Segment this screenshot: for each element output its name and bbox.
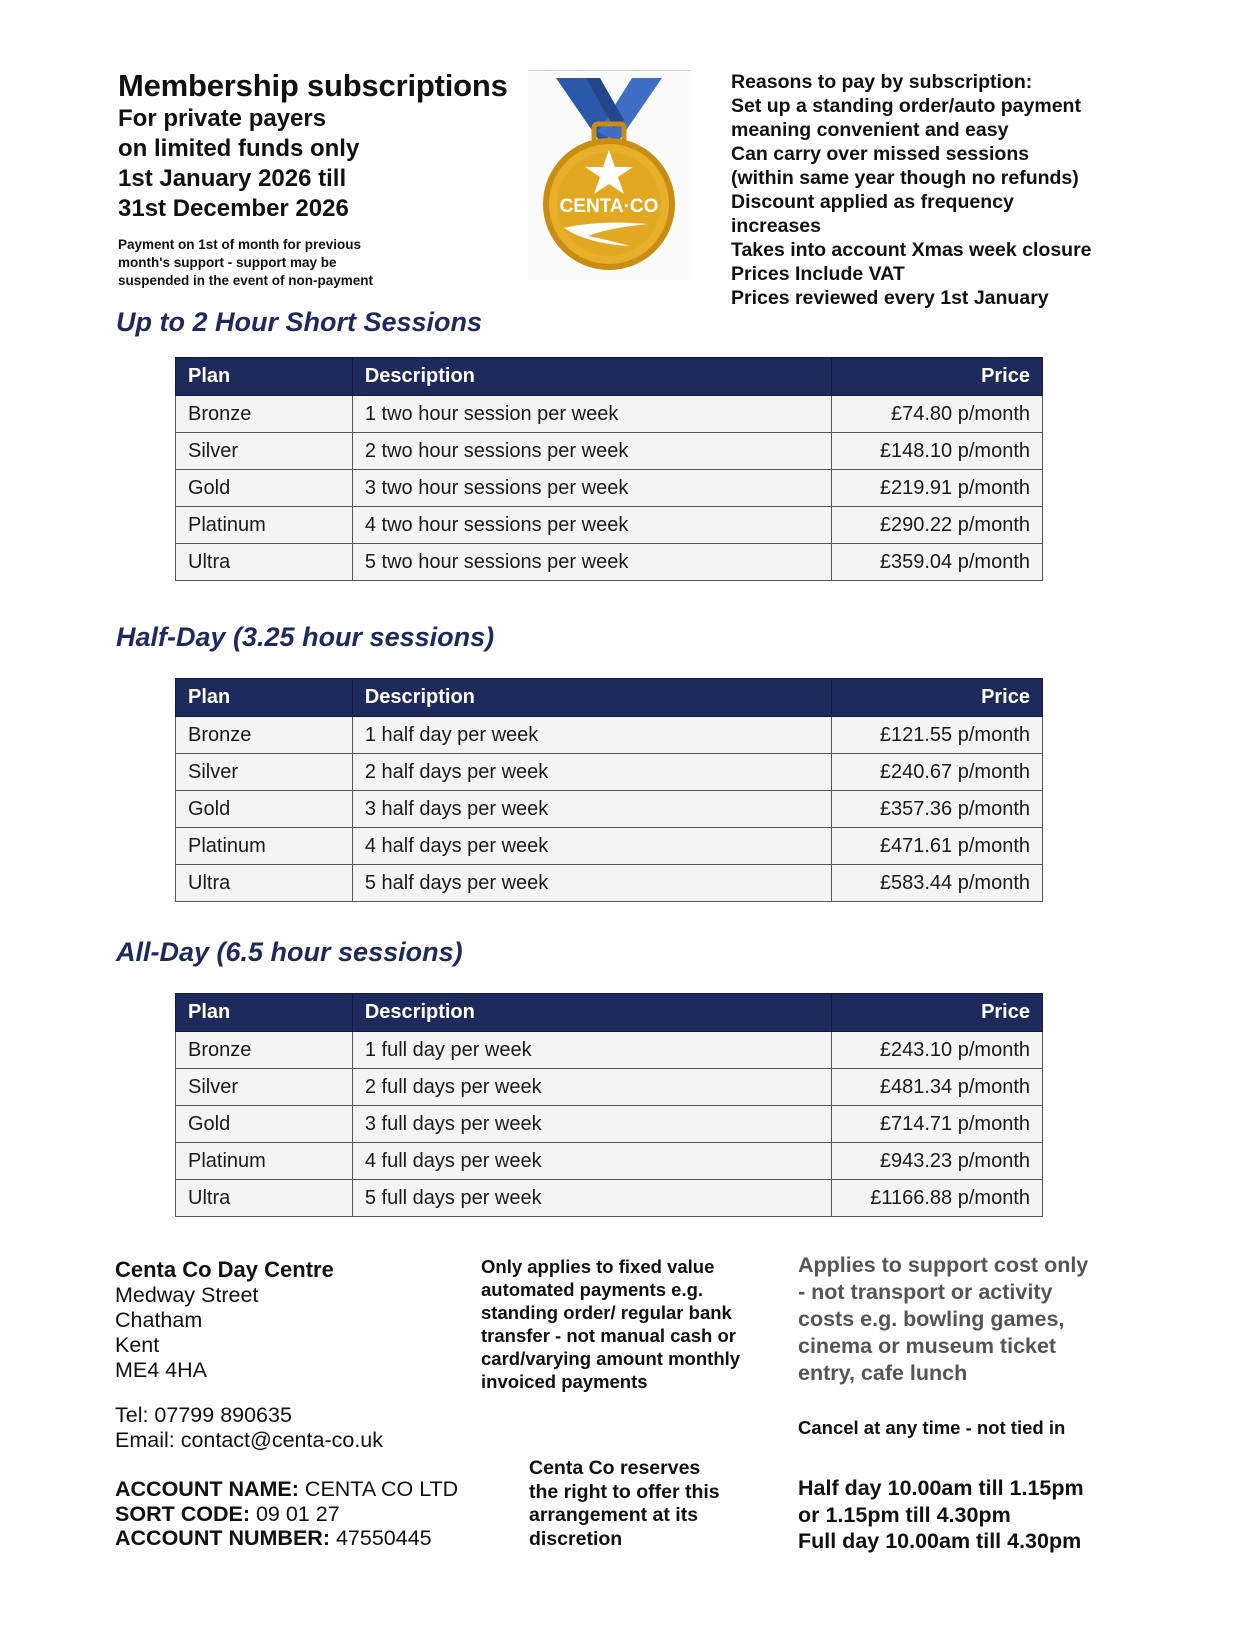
- note-line: invoiced payments: [481, 1371, 648, 1392]
- table-row: [176, 717, 1043, 754]
- price-cell: £359.04 p/month: [832, 544, 1043, 581]
- column-header-description: Description: [352, 358, 831, 396]
- reason-line: Can carry over missed sessions: [731, 143, 1030, 165]
- price-cell: £219.91 p/month: [832, 470, 1043, 507]
- address: [115, 1283, 258, 1383]
- contact-info: [115, 1403, 383, 1453]
- description-cell: 4 half days per week: [352, 828, 831, 865]
- plan-cell: Silver: [176, 754, 353, 791]
- sort-code: [115, 1502, 458, 1527]
- description-cell: 1 half day per week: [352, 717, 831, 754]
- pricing-table-all-day: [175, 993, 1043, 1217]
- column-header-description: Description: [352, 994, 831, 1032]
- page-title: Membership subscriptions: [118, 68, 508, 103]
- hours-line: or 1.15pm till 4.30pm: [798, 1502, 1011, 1527]
- note-line: Only applies to fixed value: [481, 1256, 715, 1277]
- price-cell: £148.10 p/month: [832, 433, 1043, 470]
- description-cell: 3 half days per week: [352, 791, 831, 828]
- section-heading-short-sessions: Up to 2 Hour Short Sessions: [116, 307, 483, 337]
- reason-line: Discount applied as frequency: [731, 191, 1014, 213]
- table-header-row: [176, 679, 1043, 717]
- pricing-table-half-day: [175, 678, 1043, 902]
- column-header-plan: Plan: [176, 679, 353, 717]
- column-header-price: Price: [832, 994, 1043, 1032]
- reason-line: Prices Include VAT: [731, 263, 905, 285]
- subtitle-line: on limited funds only: [118, 135, 360, 162]
- note-line: entry, cafe lunch: [798, 1361, 968, 1385]
- price-cell: £583.44 p/month: [832, 865, 1043, 902]
- table-row: [176, 791, 1043, 828]
- account-name: [115, 1477, 458, 1502]
- reasons-list: [731, 70, 1092, 310]
- pricing-table-short-sessions: [175, 357, 1043, 581]
- price-cell: £471.61 p/month: [832, 828, 1043, 865]
- description-cell: 5 half days per week: [352, 865, 831, 902]
- note-line: discretion: [529, 1527, 623, 1550]
- price-cell: £121.55 p/month: [832, 717, 1043, 754]
- plan-cell: Ultra: [176, 865, 353, 902]
- hours-line: Half day 10.00am till 1.15pm: [798, 1476, 1084, 1500]
- plan-cell: Bronze: [176, 396, 353, 433]
- price-cell: £240.67 p/month: [832, 754, 1043, 791]
- sort-code-label: SORT CODE:: [115, 1501, 250, 1526]
- medal-star-icon: [528, 70, 690, 280]
- description-cell: 1 full day per week: [352, 1032, 831, 1069]
- table-row: [176, 396, 1043, 433]
- reason-line: (within same year though no refunds): [731, 167, 1079, 189]
- price-cell: £714.71 p/month: [832, 1106, 1043, 1143]
- description-cell: 3 two hour sessions per week: [352, 470, 831, 507]
- account-number-label: ACCOUNT NUMBER:: [115, 1526, 330, 1550]
- logo-divider: [528, 70, 690, 71]
- price-cell: £290.22 p/month: [832, 507, 1043, 544]
- table-row: [176, 865, 1043, 902]
- opening-hours: [798, 1475, 1084, 1555]
- description-cell: 2 full days per week: [352, 1069, 831, 1106]
- table-row: [176, 1069, 1043, 1106]
- section-heading-all-day: All-Day (6.5 hour sessions): [116, 937, 463, 967]
- support-cost-note: [798, 1252, 1088, 1387]
- logo: [528, 70, 690, 280]
- svg-text:CENTA·CO: CENTA·CO: [559, 196, 659, 217]
- column-header-price: Price: [832, 679, 1043, 717]
- description-cell: 5 two hour sessions per week: [352, 544, 831, 581]
- description-cell: 1 two hour session per week: [352, 396, 831, 433]
- description-cell: 3 full days per week: [352, 1106, 831, 1143]
- address-line: Kent: [115, 1333, 160, 1357]
- plan-cell: Gold: [176, 470, 353, 507]
- note-line: cinema or museum ticket: [798, 1334, 1057, 1358]
- note-line: - not transport or activity: [798, 1280, 1053, 1304]
- description-cell: 5 full days per week: [352, 1180, 831, 1217]
- reserve-right-note: [529, 1457, 720, 1551]
- price-cell: £74.80 p/month: [832, 396, 1043, 433]
- table-row: [176, 470, 1043, 507]
- subtitle-line: 31st December 2026: [118, 195, 349, 222]
- plan-cell: Bronze: [176, 717, 353, 754]
- email-link[interactable]: Email: contact@centa-co.uk: [115, 1428, 383, 1452]
- note-line: automated payments e.g.: [481, 1279, 704, 1300]
- description-cell: 4 two hour sessions per week: [352, 507, 831, 544]
- note-line: costs e.g. bowling games,: [798, 1307, 1065, 1331]
- price-cell: £357.36 p/month: [832, 791, 1043, 828]
- table-row: [176, 507, 1043, 544]
- plan-cell: Gold: [176, 791, 353, 828]
- fixed-value-note: [481, 1255, 781, 1393]
- table-row: [176, 544, 1043, 581]
- account-name-value: CENTA CO LTD: [298, 1477, 459, 1501]
- account-name-label: ACCOUNT NAME:: [115, 1477, 299, 1501]
- payment-note-line: Payment on 1st of month for previous: [118, 237, 362, 252]
- payment-note-line: suspended in the event of non-payment: [118, 273, 374, 288]
- reason-line: Set up a standing order/auto payment: [731, 95, 1081, 117]
- bank-details: [115, 1477, 458, 1551]
- address-line: ME4 4HA: [115, 1358, 208, 1382]
- table-row: [176, 1106, 1043, 1143]
- price-cell: £1166.88 p/month: [832, 1180, 1043, 1217]
- subtitle-line: 1st January 2026 till: [118, 165, 347, 192]
- hours-line: Full day 10.00am till 4.30pm: [798, 1529, 1082, 1553]
- subtitle-line: For private payers: [118, 105, 327, 132]
- account-number: [115, 1526, 458, 1551]
- plan-cell: Ultra: [176, 1180, 353, 1217]
- table-row: [176, 1032, 1043, 1069]
- table-header-row: [176, 994, 1043, 1032]
- plan-cell: Platinum: [176, 507, 353, 544]
- note-line: standing order/ regular bank: [481, 1302, 732, 1323]
- plan-cell: Silver: [176, 1069, 353, 1106]
- payment-note-line: month's support - support may be: [118, 255, 337, 270]
- note-line: transfer - not manual cash or: [481, 1325, 736, 1346]
- reason-line: Prices reviewed every 1st January: [731, 287, 1049, 309]
- payment-note: [118, 236, 408, 290]
- reasons-heading: Reasons to pay by subscription:: [731, 71, 1033, 93]
- price-cell: £481.34 p/month: [832, 1069, 1043, 1106]
- table-row: [176, 1143, 1043, 1180]
- address-line: Medway Street: [115, 1283, 259, 1307]
- reason-line: meaning convenient and easy: [731, 119, 1009, 141]
- section-heading-half-day: Half-Day (3.25 hour sessions): [116, 622, 495, 652]
- description-cell: 2 half days per week: [352, 754, 831, 791]
- price-cell: £243.10 p/month: [832, 1032, 1043, 1069]
- description-cell: 4 full days per week: [352, 1143, 831, 1180]
- note-line: the right to offer this: [529, 1480, 720, 1503]
- sort-code-value: 09 01 27: [249, 1501, 340, 1526]
- plan-cell: Platinum: [176, 828, 353, 865]
- column-header-price: Price: [832, 358, 1043, 396]
- reason-line: Takes into account Xmas week closure: [731, 239, 1092, 261]
- subtitle: [118, 104, 359, 224]
- telephone: Tel: 07799 890635: [115, 1403, 292, 1427]
- table-row: [176, 1180, 1043, 1217]
- description-cell: 2 two hour sessions per week: [352, 433, 831, 470]
- plan-cell: Bronze: [176, 1032, 353, 1069]
- note-line: card/varying amount monthly: [481, 1348, 741, 1369]
- address-line: Chatham: [115, 1308, 203, 1332]
- price-cell: £943.23 p/month: [832, 1143, 1043, 1180]
- column-header-plan: Plan: [176, 994, 353, 1032]
- account-number-value: 47550445: [329, 1526, 432, 1550]
- column-header-description: Description: [352, 679, 831, 717]
- table-row: [176, 828, 1043, 865]
- note-line: Centa Co reserves: [529, 1457, 701, 1479]
- table-row: [176, 433, 1043, 470]
- plan-cell: Silver: [176, 433, 353, 470]
- plan-cell: Platinum: [176, 1143, 353, 1180]
- centre-name: Centa Co Day Centre: [115, 1257, 334, 1282]
- table-header-row: [176, 358, 1043, 396]
- note-line: Applies to support cost only: [798, 1253, 1089, 1277]
- table-row: [176, 754, 1043, 791]
- cancel-note: Cancel at any time - not tied in: [798, 1417, 1066, 1438]
- note-line: arrangement at its: [529, 1504, 699, 1526]
- plan-cell: Gold: [176, 1106, 353, 1143]
- column-header-plan: Plan: [176, 358, 353, 396]
- reason-line: increases: [731, 215, 821, 237]
- plan-cell: Ultra: [176, 544, 353, 581]
